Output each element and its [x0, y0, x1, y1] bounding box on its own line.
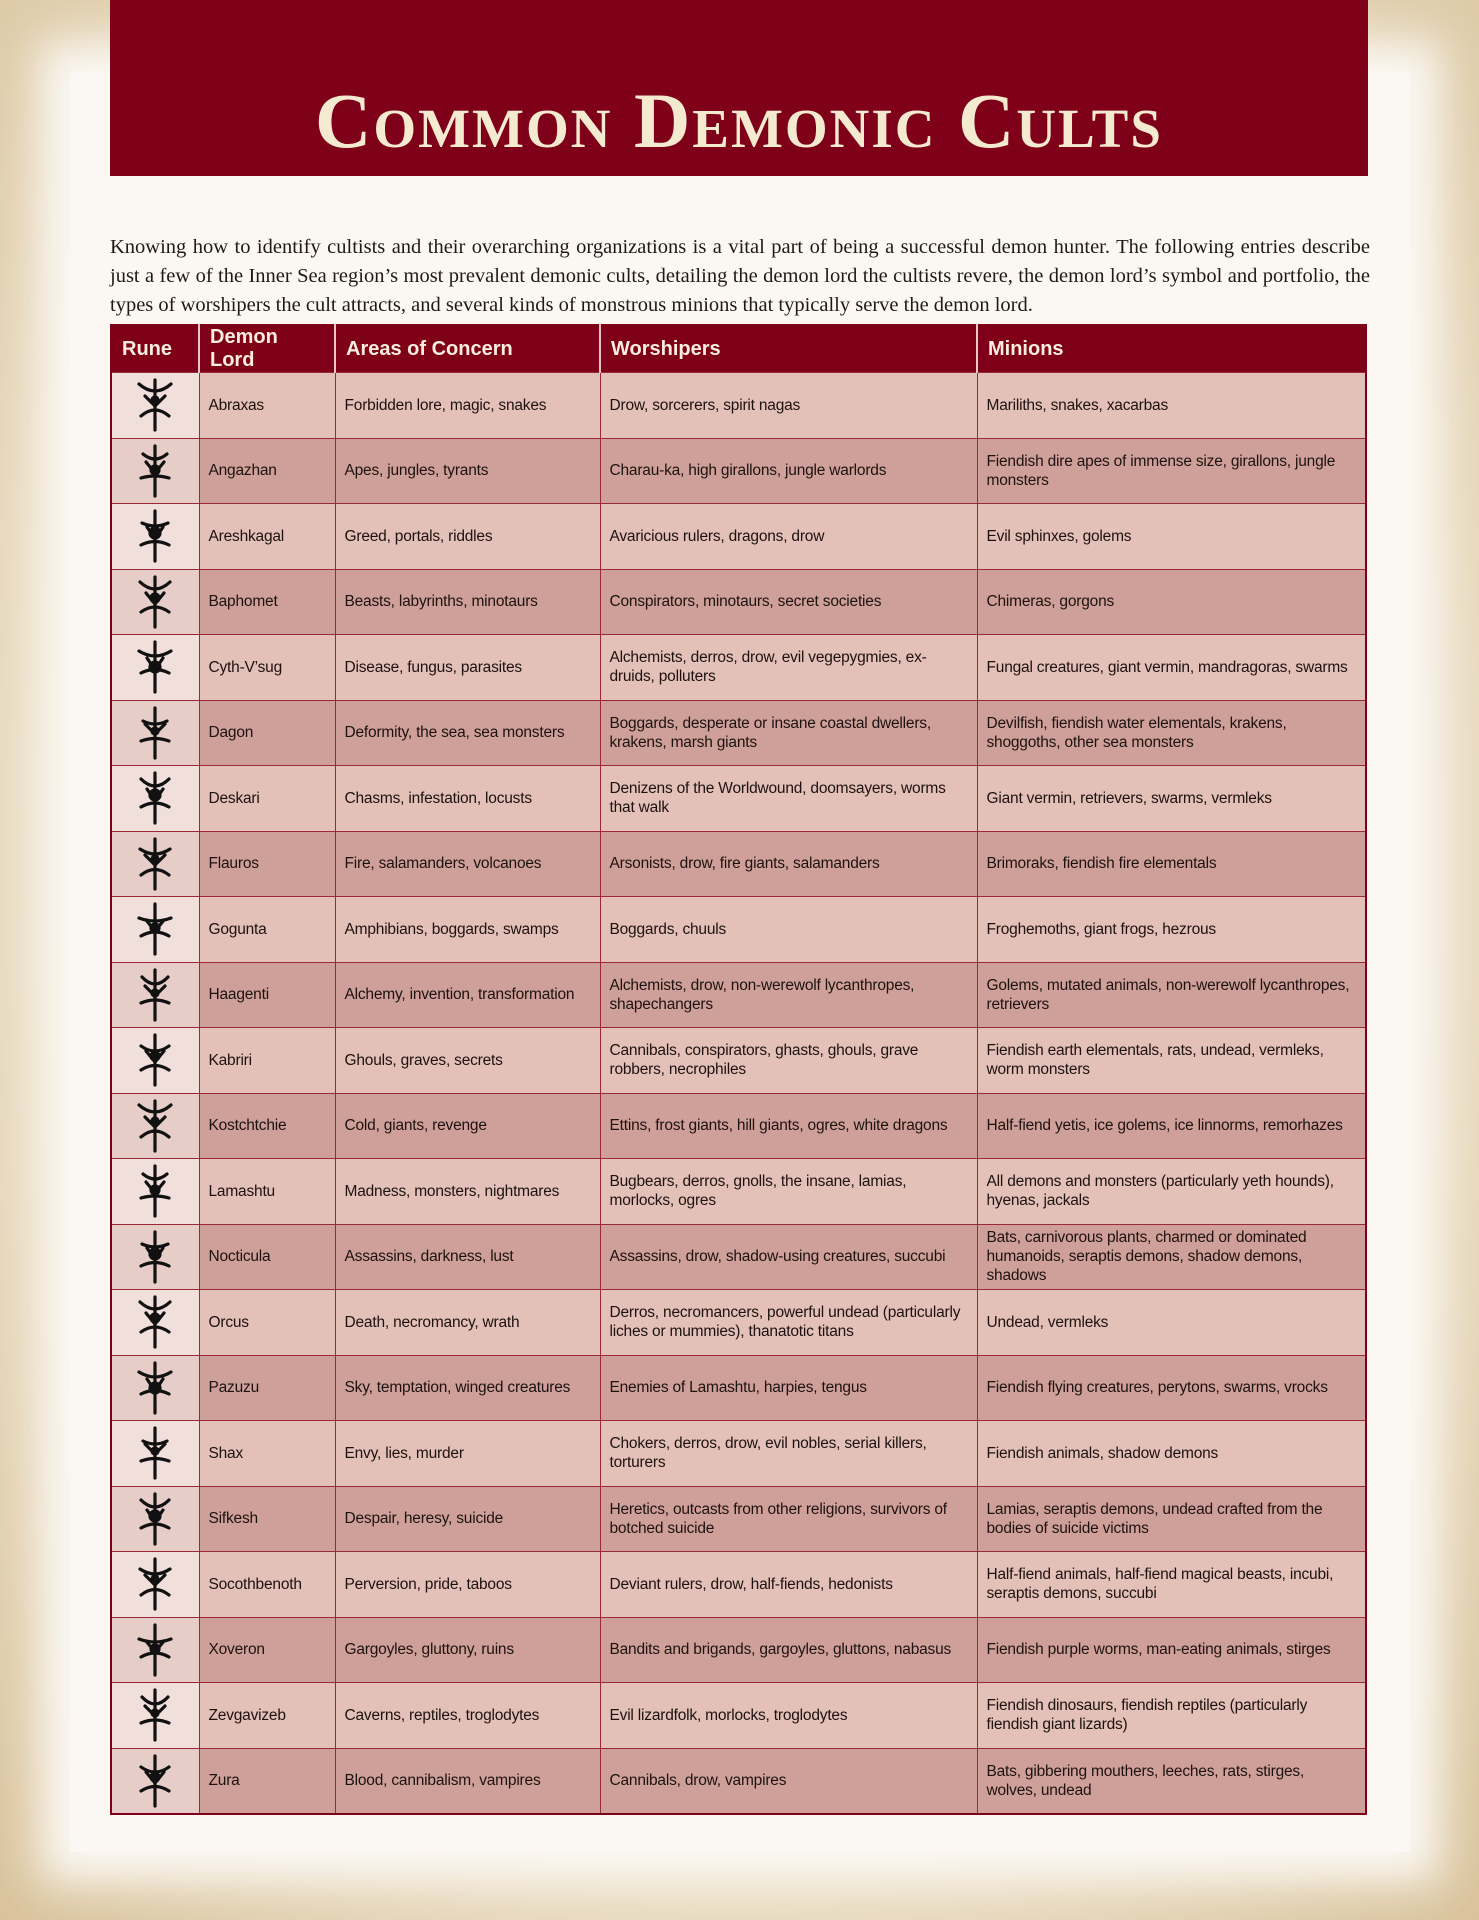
demon-lord-cell: Kostchtchie [199, 1093, 335, 1159]
worshipers-cell: Chokers, derros, drow, evil nobles, serial killers, torturers [600, 1421, 977, 1487]
demon-lord-cell: Haagenti [199, 962, 335, 1028]
table-row [111, 438, 1366, 504]
rune-sifkesh-icon [112, 1490, 199, 1548]
table-row [111, 831, 1366, 897]
table-row [111, 504, 1366, 570]
page-title: Common Demonic Cults [315, 77, 1163, 164]
table-header-row [111, 325, 1366, 373]
rune-cell [111, 1224, 199, 1290]
worshipers-cell: Avaricious rulers, dragons, drow [600, 504, 977, 570]
areas-cell: Blood, cannibalism, vampires [335, 1748, 600, 1814]
rune-cell [111, 635, 199, 701]
rune-cell [111, 1159, 199, 1225]
demon-lord-cell: Sifkesh [199, 1486, 335, 1552]
minions-cell: Mariliths, snakes, xacarbas [977, 373, 1366, 439]
demon-lord-cell: Baphomet [199, 569, 335, 635]
worshipers-cell: Ettins, frost giants, hill giants, ogres, white dragons [600, 1093, 977, 1159]
worshipers-cell: Heretics, outcasts from other religions, survivors of botched suicide [600, 1486, 977, 1552]
minions-cell: Brimoraks, fiendish fire elementals [977, 831, 1366, 897]
rune-cell [111, 438, 199, 504]
areas-cell: Alchemy, invention, transformation [335, 962, 600, 1028]
minions-cell: All demons and monsters (particularly yeth hounds), hyenas, jackals [977, 1159, 1366, 1225]
areas-cell: Madness, monsters, nightmares [335, 1159, 600, 1225]
areas-cell: Sky, temptation, winged creatures [335, 1355, 600, 1421]
minions-cell: Bats, gibbering mouthers, leeches, rats, stirges, wolves, undead [977, 1748, 1366, 1814]
demon-lord-cell: Kabriri [199, 1028, 335, 1094]
title-banner [110, 0, 1368, 176]
minions-cell: Fiendish animals, shadow demons [977, 1421, 1366, 1487]
rune-nocticula-icon [112, 1228, 199, 1286]
demon-lord-cell: Cyth-V’sug [199, 635, 335, 701]
worshipers-cell: Alchemists, derros, drow, evil vegepygmies, ex-druids, polluters [600, 635, 977, 701]
demon-lord-cell: Flauros [199, 831, 335, 897]
areas-cell: Gargoyles, gluttony, ruins [335, 1617, 600, 1683]
cults-table [110, 324, 1367, 1815]
table-row [111, 1617, 1366, 1683]
table-row [111, 766, 1366, 832]
areas-cell: Apes, jungles, tyrants [335, 438, 600, 504]
areas-cell: Deformity, the sea, sea monsters [335, 700, 600, 766]
worshipers-cell: Evil lizardfolk, morlocks, troglodytes [600, 1683, 977, 1749]
rune-orcus-icon [112, 1293, 199, 1351]
table-row [111, 1683, 1366, 1749]
demon-lord-cell: Zevgavizeb [199, 1683, 335, 1749]
minions-cell: Undead, vermleks [977, 1290, 1366, 1356]
areas-cell: Ghouls, graves, secrets [335, 1028, 600, 1094]
rune-cell [111, 569, 199, 635]
worshipers-cell: Bugbears, derros, gnolls, the insane, lamias, morlocks, ogres [600, 1159, 977, 1225]
worshipers-cell: Enemies of Lamashtu, harpies, tengus [600, 1355, 977, 1421]
table-row [111, 1748, 1366, 1814]
table-row [111, 1093, 1366, 1159]
minions-cell: Bats, carnivorous plants, charmed or dominated humanoids, seraptis demons, shadow demons, shadows [977, 1224, 1366, 1290]
minions-cell: Half-fiend animals, half-fiend magical beasts, incubi, seraptis demons, succubi [977, 1552, 1366, 1618]
worshipers-cell: Drow, sorcerers, spirit nagas [600, 373, 977, 439]
rune-abraxas-icon [112, 376, 199, 434]
header-areas: Areas of Concern [335, 325, 600, 373]
rune-baphomet-icon [112, 573, 199, 631]
rune-cell [111, 373, 199, 439]
areas-cell: Greed, portals, riddles [335, 504, 600, 570]
demon-lord-cell: Lamashtu [199, 1159, 335, 1225]
areas-cell: Cold, giants, revenge [335, 1093, 600, 1159]
rune-cell [111, 1552, 199, 1618]
rune-cell [111, 700, 199, 766]
demon-lord-cell: Xoveron [199, 1617, 335, 1683]
table-row [111, 700, 1366, 766]
minions-cell: Devilfish, fiendish water elementals, krakens, shoggoths, other sea monsters [977, 700, 1366, 766]
rune-socothbenoth-icon [112, 1555, 199, 1613]
worshipers-cell: Bandits and brigands, gargoyles, gluttons, nabasus [600, 1617, 977, 1683]
table-row [111, 569, 1366, 635]
minions-cell: Fiendish dire apes of immense size, girallons, jungle monsters [977, 438, 1366, 504]
demon-lord-cell: Nocticula [199, 1224, 335, 1290]
demon-lord-cell: Dagon [199, 700, 335, 766]
rune-kabriri-icon [112, 1031, 199, 1089]
worshipers-cell: Denizens of the Worldwound, doomsayers, worms that walk [600, 766, 977, 832]
header-demon-lord: Demon Lord [199, 325, 335, 373]
table-row [111, 1028, 1366, 1094]
areas-cell: Death, necromancy, wrath [335, 1290, 600, 1356]
rune-xoveron-icon [112, 1621, 199, 1679]
rune-cell [111, 1683, 199, 1749]
minions-cell: Fiendish earth elementals, rats, undead, vermleks, worm monsters [977, 1028, 1366, 1094]
rune-cell [111, 504, 199, 570]
minions-cell: Froghemoths, giant frogs, hezrous [977, 897, 1366, 963]
table-row [111, 1159, 1366, 1225]
rune-cell [111, 1617, 199, 1683]
intro-paragraph: Knowing how to identify cultists and their overarching organizations is a vital part of being a successful demon hunter. The following entries describe just a few of the Inner Sea region’s most prevalent demonic cults, detailing the demon lord the cultists revere, the demon lord’s symbol and portfolio, the types of worshipers the cult attracts, and several kinds of monstrous minions that typically serve the demon lord. [110, 235, 1370, 316]
rune-cell [111, 1486, 199, 1552]
rune-cell [111, 1355, 199, 1421]
areas-cell: Forbidden lore, magic, snakes [335, 373, 600, 439]
rune-haagenti-icon [112, 966, 199, 1024]
minions-cell: Chimeras, gorgons [977, 569, 1366, 635]
demon-lord-cell: Gogunta [199, 897, 335, 963]
minions-cell: Fiendish dinosaurs, fiendish reptiles (particularly fiendish giant lizards) [977, 1683, 1366, 1749]
table-row [111, 1552, 1366, 1618]
demon-lord-cell: Shax [199, 1421, 335, 1487]
table-row [111, 635, 1366, 701]
demon-lord-cell: Zura [199, 1748, 335, 1814]
rune-shax-icon [112, 1424, 199, 1482]
worshipers-cell: Charau-ka, high girallons, jungle warlords [600, 438, 977, 504]
worshipers-cell: Alchemists, drow, non-werewolf lycanthropes, shapechangers [600, 962, 977, 1028]
table-row [111, 1486, 1366, 1552]
worshipers-cell: Conspirators, minotaurs, secret societies [600, 569, 977, 635]
table-row [111, 962, 1366, 1028]
rune-cell [111, 962, 199, 1028]
areas-cell: Fire, salamanders, volcanoes [335, 831, 600, 897]
worshipers-cell: Derros, necromancers, powerful undead (particularly liches or mummies), thanatotic titans [600, 1290, 977, 1356]
rune-cyth-vsug-icon [112, 638, 199, 696]
header-rune: Rune [111, 325, 199, 373]
minions-cell: Half-fiend yetis, ice golems, ice linnorms, remorhazes [977, 1093, 1366, 1159]
worshipers-cell: Boggards, chuuls [600, 897, 977, 963]
areas-cell: Despair, heresy, suicide [335, 1486, 600, 1552]
table-row [111, 373, 1366, 439]
rune-gogunta-icon [112, 900, 199, 958]
table-row [111, 1421, 1366, 1487]
demon-lord-cell: Deskari [199, 766, 335, 832]
minions-cell: Giant vermin, retrievers, swarms, vermleks [977, 766, 1366, 832]
areas-cell: Beasts, labyrinths, minotaurs [335, 569, 600, 635]
header-worshipers: Worshipers [600, 325, 977, 373]
minions-cell: Fungal creatures, giant vermin, mandragoras, swarms [977, 635, 1366, 701]
minions-cell: Evil sphinxes, golems [977, 504, 1366, 570]
worshipers-cell: Assassins, drow, shadow-using creatures, succubi [600, 1224, 977, 1290]
worshipers-cell: Deviant rulers, drow, half-fiends, hedonists [600, 1552, 977, 1618]
worshipers-cell: Boggards, desperate or insane coastal dwellers, krakens, marsh giants [600, 700, 977, 766]
areas-cell: Chasms, infestation, locusts [335, 766, 600, 832]
demon-lord-cell: Orcus [199, 1290, 335, 1356]
rune-pazuzu-icon [112, 1359, 199, 1417]
rune-zura-icon [112, 1752, 199, 1810]
rune-areshkagal-icon [112, 507, 199, 565]
demon-lord-cell: Areshkagal [199, 504, 335, 570]
minions-cell: Fiendish flying creatures, perytons, swarms, vrocks [977, 1355, 1366, 1421]
rune-angazhan-icon [112, 442, 199, 500]
minions-cell: Fiendish purple worms, man-eating animals, stirges [977, 1617, 1366, 1683]
rune-kostchtchie-icon [112, 1097, 199, 1155]
table-row [111, 1290, 1366, 1356]
table-row [111, 1224, 1366, 1290]
rune-deskari-icon [112, 769, 199, 827]
demon-lord-cell: Socothbenoth [199, 1552, 335, 1618]
minions-cell: Golems, mutated animals, non-werewolf lycanthropes, retrievers [977, 962, 1366, 1028]
areas-cell: Perversion, pride, taboos [335, 1552, 600, 1618]
rune-lamashtu-icon [112, 1162, 199, 1220]
demon-lord-cell: Abraxas [199, 373, 335, 439]
rune-cell [111, 1290, 199, 1356]
rune-cell [111, 1421, 199, 1487]
areas-cell: Caverns, reptiles, troglodytes [335, 1683, 600, 1749]
minions-cell: Lamias, seraptis demons, undead crafted from the bodies of suicide victims [977, 1486, 1366, 1552]
areas-cell: Amphibians, boggards, swamps [335, 897, 600, 963]
rune-cell [111, 1028, 199, 1094]
table-row [111, 1355, 1366, 1421]
areas-cell: Envy, lies, murder [335, 1421, 600, 1487]
rune-cell [111, 1093, 199, 1159]
rune-cell [111, 831, 199, 897]
worshipers-cell: Cannibals, drow, vampires [600, 1748, 977, 1814]
worshipers-cell: Arsonists, drow, fire giants, salamanders [600, 831, 977, 897]
rune-cell [111, 766, 199, 832]
table-row [111, 897, 1366, 963]
areas-cell: Assassins, darkness, lust [335, 1224, 600, 1290]
rune-cell [111, 1748, 199, 1814]
rune-dagon-icon [112, 704, 199, 762]
rune-flauros-icon [112, 835, 199, 893]
demon-lord-cell: Angazhan [199, 438, 335, 504]
rune-zevgavizeb-icon [112, 1686, 199, 1744]
worshipers-cell: Cannibals, conspirators, ghasts, ghouls, grave robbers, necrophiles [600, 1028, 977, 1094]
areas-cell: Disease, fungus, parasites [335, 635, 600, 701]
rune-cell [111, 897, 199, 963]
demon-lord-cell: Pazuzu [199, 1355, 335, 1421]
header-minions: Minions [977, 325, 1366, 373]
